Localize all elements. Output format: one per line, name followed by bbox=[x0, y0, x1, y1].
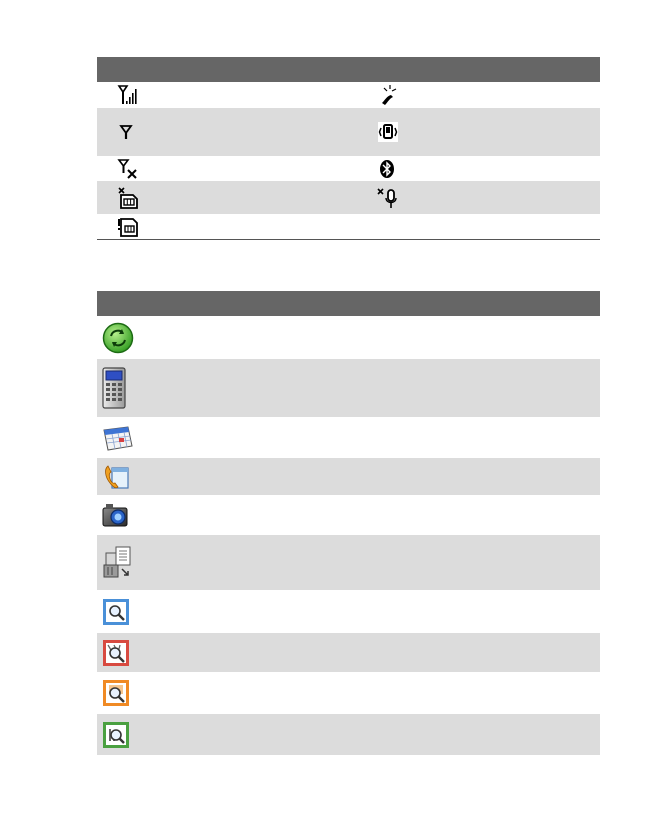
table-row bbox=[97, 214, 600, 239]
sim-card-error-icon bbox=[117, 214, 139, 239]
table-row bbox=[97, 714, 600, 755]
table-row bbox=[97, 316, 600, 359]
chart-viewer-icon bbox=[102, 714, 130, 755]
no-signal-icon bbox=[119, 108, 133, 156]
table-row bbox=[97, 590, 600, 633]
table-row bbox=[97, 359, 600, 417]
file-explorer-icon bbox=[102, 535, 134, 590]
table-row bbox=[97, 181, 600, 214]
vibrate-mode-icon bbox=[377, 108, 399, 156]
table-row bbox=[97, 535, 600, 590]
calculator-icon bbox=[102, 359, 126, 417]
table-row bbox=[97, 458, 600, 495]
picture-viewer-icon bbox=[102, 633, 130, 672]
ringing-call-icon bbox=[377, 82, 399, 108]
bluetooth-icon bbox=[379, 156, 395, 181]
table-row bbox=[97, 108, 600, 156]
program-icons-table bbox=[97, 291, 600, 755]
slide-viewer-icon bbox=[102, 672, 130, 714]
table-row bbox=[97, 417, 600, 458]
radio-off-icon bbox=[117, 156, 139, 181]
call-history-icon bbox=[102, 458, 130, 495]
doc-viewer-icon bbox=[102, 590, 130, 633]
table-row bbox=[97, 672, 600, 714]
table-row bbox=[97, 633, 600, 672]
table-header bbox=[97, 57, 600, 82]
status-icons-table bbox=[97, 57, 600, 240]
no-sim-card-icon bbox=[117, 181, 139, 214]
table-bottom-rule bbox=[97, 239, 600, 240]
table-row bbox=[97, 495, 600, 535]
table-header bbox=[97, 291, 600, 316]
calendar-icon bbox=[102, 417, 134, 458]
table-row bbox=[97, 82, 600, 108]
activesync-icon bbox=[102, 316, 134, 359]
signal-strength-icon bbox=[117, 82, 137, 108]
camera-icon bbox=[102, 495, 130, 535]
table-row bbox=[97, 156, 600, 181]
microphone-muted-icon bbox=[377, 181, 399, 214]
